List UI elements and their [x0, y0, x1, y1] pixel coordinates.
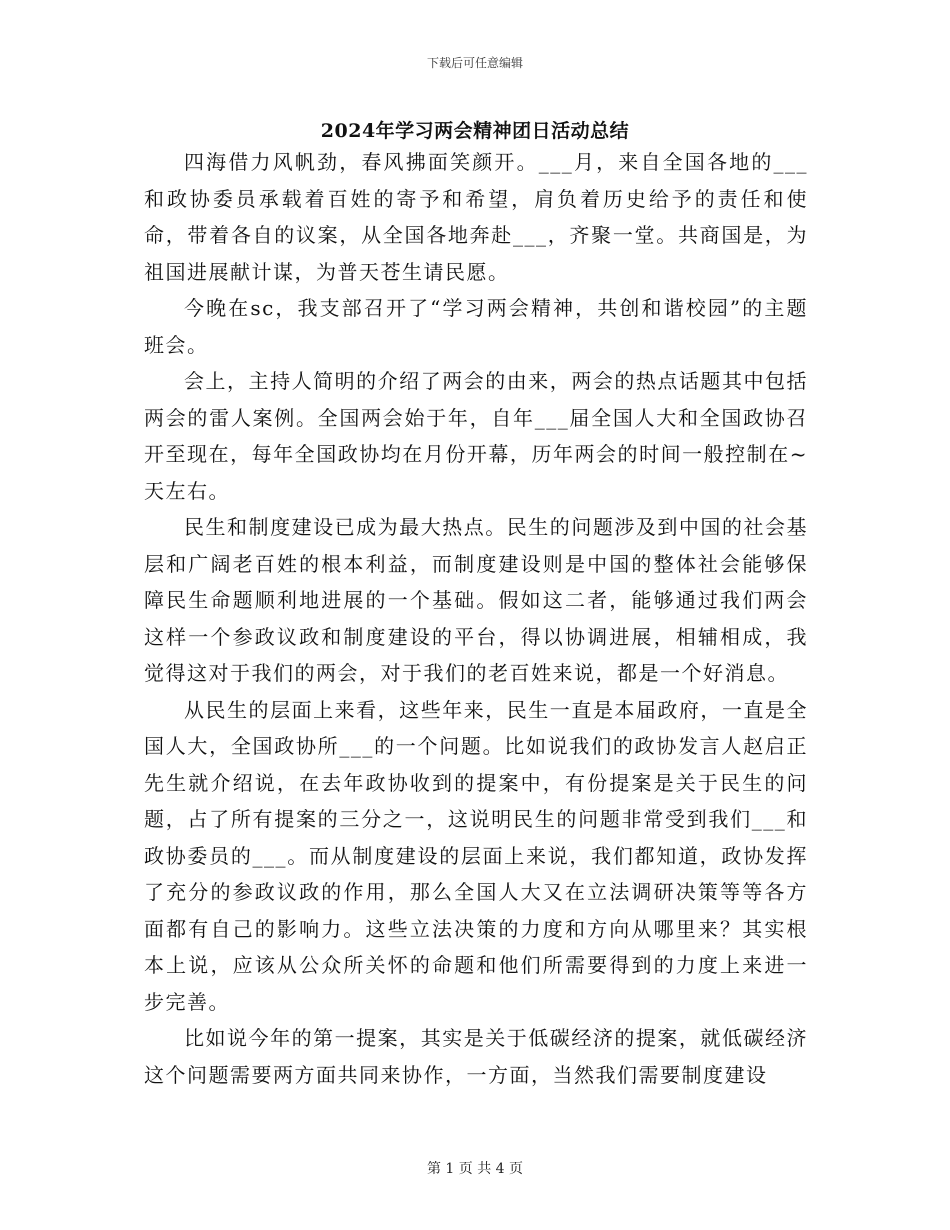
paragraph: 比如说今年的第一提案，其实是关于低碳经济的提案，就低碳经济这个问题需要两方面共同来协作，一方面，当然我们需要制度建设 [144, 1026, 808, 1087]
document-title: 2024年学习两会精神团日活动总结 [320, 120, 630, 142]
page-number: 第 1 页 共 4 页 [426, 1161, 524, 1177]
paragraph: 会上，主持人简明的介绍了两会的由来，两会的热点话题其中包括两会的雷人案例。全国两会始于年，自年___届全国人大和全国政协召开至现在，每年全国政协均在月份开幕，历年两会的时间一般控制在~天左右。 [144, 369, 808, 503]
document-body [144, 144, 808, 1093]
paragraph: 今晚在sc，我支部召开了“学习两会精神，共创和谐校园”的主题班会。 [144, 296, 808, 357]
header-note: 下载后可任意编辑 [426, 56, 523, 70]
paragraph: 四海借力风帆劲，春风拂面笑颜开。___月，来自全国各地的___和政协委员承载着百姓的寄予和希望，肩负着历史给予的责任和使命，带着各自的议案，从全国各地奔赴___，齐聚一堂。共商国是，为祖国进展献计谋，为普天苍生请民愿。 [144, 150, 808, 284]
paragraph: 民生和制度建设已成为最大热点。民生的问题涉及到中国的社会基层和广阔老百姓的根本利益，而制度建设则是中国的整体社会能够保障民生命题顺利地进展的一个基础。假如这二者，能够通过我们两会这样一个参政议政和制度建设的平台，得以协调进展，相辅相成，我觉得这对于我们的两会，对于我们的老百姓来说，都是一个好消息。 [144, 515, 808, 685]
paragraph: 从民生的层面上来看，这些年来，民生一直是本届政府，一直是全国人大，全国政协所___的一个问题。比如说我们的政协发言人赵启正先生就介绍说，在去年政协收到的提案中，有份提案是关于民生的问题，占了所有提案的三分之一，这说明民生的问题非常受到我们___和政协委员的___。而从制度建设的层面上来说，我们都知道，政协发挥了充分的参政议政的作用，那么全国人大又在立法调研决策等等各方面都有自己的影响力。这些立法决策的力度和方向从哪里来？其实根本上说，应该从公众所关怀的命题和他们所需要得到的力度上来进一步完善。 [144, 697, 808, 1014]
